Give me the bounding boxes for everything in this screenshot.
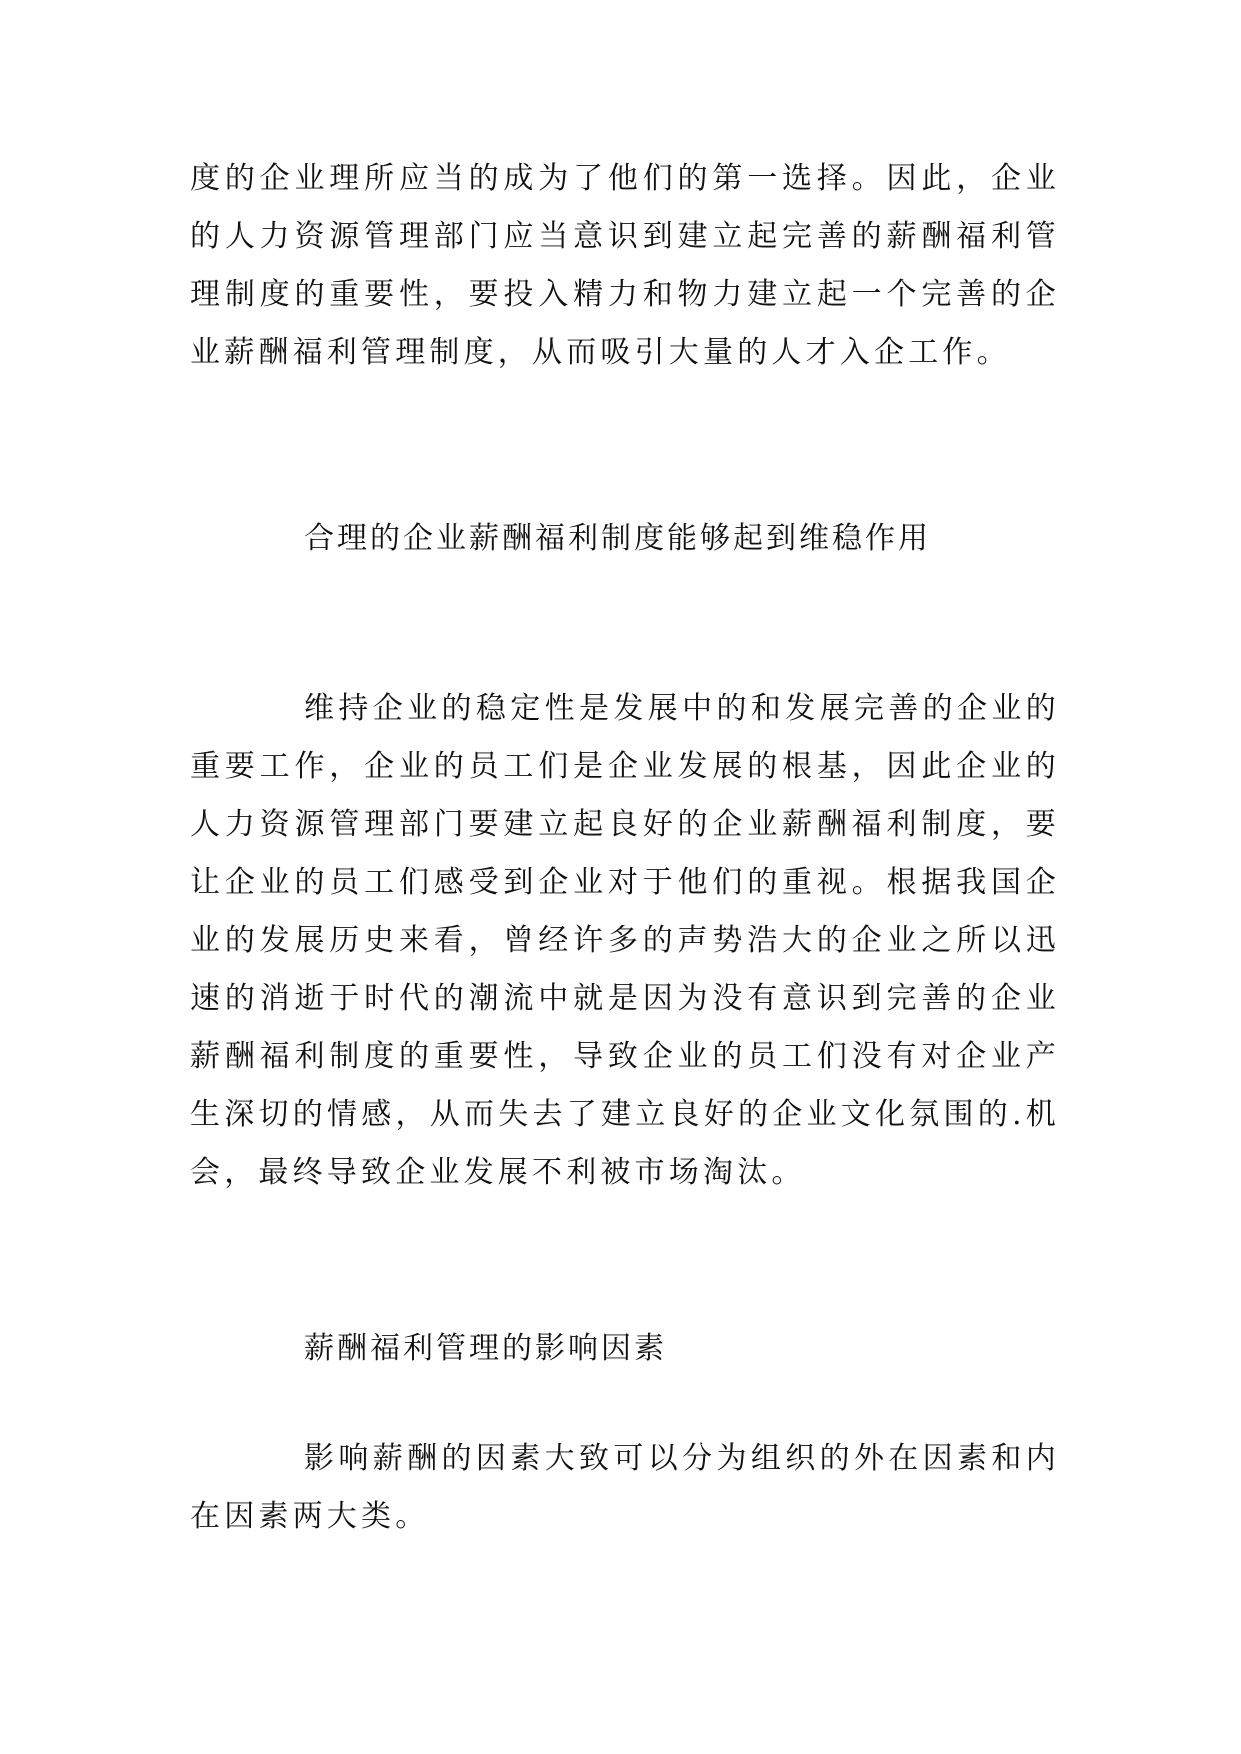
paragraph-factors: 影响薪酬的因素大致可以分为组织的外在因素和内在因素两大类。 bbox=[190, 1441, 1060, 1534]
paragraph-stability: 维持企业的稳定性是发展中的和发展完善的企业的重要工作，企业的员工们是企业发展的根基，因此企业的人力资源管理部门要建立起良好的企业薪酬福利制度，要让企业的员工们感受到企业对于他们的重视。根据我国企业的发展历史来看，曾经许多的声势浩大的企业之所以迅速的消逝于时代的潮流中就是因为没有意识到完善的企业薪酬福利制度的重要性，导致企业的员工们没有对企业产生深切的情感，从而失去了建立良好的企业文化氛围的.机会，最终导致企业发展不利被市场淘汰。 bbox=[190, 691, 1060, 1190]
section-heading-factors: 薪酬福利管理的影响因素 bbox=[304, 1331, 667, 1366]
paragraph-continuation: 度的企业理所应当的成为了他们的第一选择。因此，企业的人力资源管理部门应当意识到建立起完善的薪酬福利管理制度的重要性，要投入精力和物力建立起一个完善的企业薪酬福利管理制度，从而吸引大量的人才入企工作。 bbox=[190, 161, 1060, 370]
section-heading-stability: 合理的企业薪酬福利制度能够起到维稳作用 bbox=[304, 521, 931, 556]
